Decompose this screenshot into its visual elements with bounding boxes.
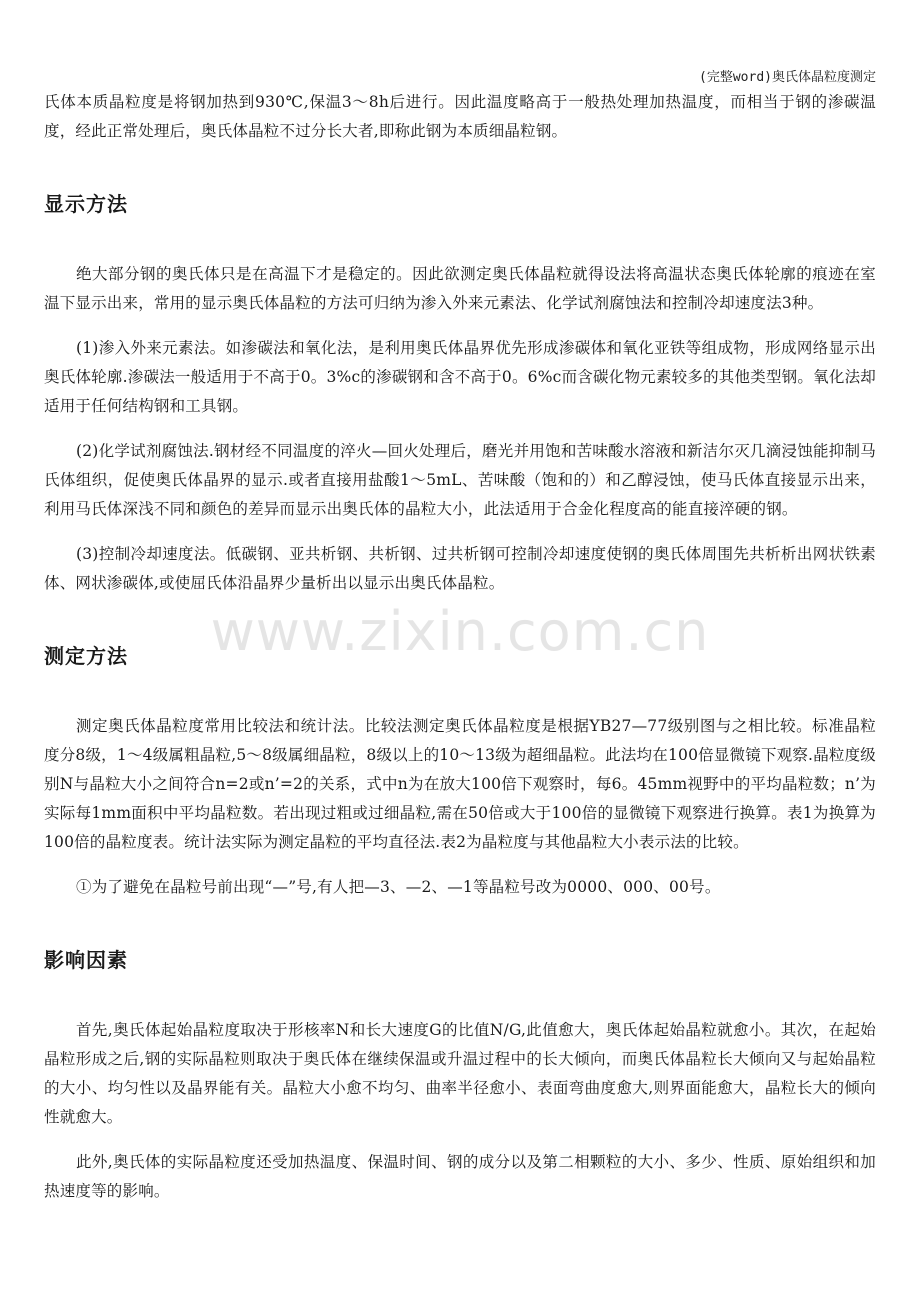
measurement-method-paragraph: 测定奥氏体晶粒度常用比较法和统计法。比较法测定奥氏体晶粒度是根据YB27—77级别图与之相比较。标准晶粒度分8级，1～4级属粗晶粒,5～8级属细晶粒，8级以上的10～13级为超细晶粒。此法均在100倍显微镜下观察.晶粒度级别N与晶粒大小之间符合n=2或n’=2的关系，式中n为在放大100倍下观察时，每6。45mm视野中的平均晶粒数；n’为实际每1mm面积中平均晶粒数。若出现过粗或过细晶粒,需在50倍或大于100倍的显微镜下观察进行换算。表1为换算为100倍的晶粒度表。统计法实际为测定晶粒的平均直径法.表2为晶粒度与其他晶粒大小表示法的比较。 — [44, 717, 876, 851]
display-method-paragraph: (1)渗入外来元素法。如渗碳法和氧化法，是利用奥氏体晶界优先形成渗碳体和氧化亚铁等组成物，形成网络显示出奥氏体轮廓.渗碳法一般适用于不高于0。3%c的渗碳钢和含不高于0。6%c而含碳化物元素较多的其他类型钢。氧化法却适用于任何结构钢和工具钢。 — [44, 339, 876, 415]
display-method-paragraph: (2)化学试剂腐蚀法.钢材经不同温度的淬火—回火处理后，磨光并用饱和苦味酸水溶液和新洁尔灭几滴浸蚀能抑制马氏体组织，促使奥氏体晶界的显示.或者直接用盐酸1～5mL、苦味酸（饱和的）和乙醇浸蚀，使马氏体直接显示出来，利用马氏体深浅不同和颜色的差异而显示出奥氏体的晶粒大小，此法适用于合金化程度高的能直接淬硬的钢。 — [44, 442, 876, 518]
section-title-display-method: 显示方法 — [44, 192, 128, 216]
section-title-influencing-factors: 影响因素 — [44, 948, 128, 972]
section-title-measurement-method: 测定方法 — [44, 644, 128, 668]
display-method-paragraph: (3)控制冷却速度法。低碳钢、亚共析钢、共析钢、过共析钢可控制冷却速度使钢的奥氏体周围先共析析出网状铁素体、网状渗碳体,或使屈氏体沿晶界少量析出以显示出奥氏体晶粒。 — [44, 545, 876, 592]
influencing-factors-paragraph: 此外,奥氏体的实际晶粒度还受加热温度、保温时间、钢的成分以及第二相颗粒的大小、多少、性质、原始组织和加热速度等的影响。 — [44, 1153, 876, 1200]
display-method-paragraph: 绝大部分钢的奥氏体只是在高温下才是稳定的。因此欲测定奥氏体晶粒就得设法将高温状态奥氏体轮廓的痕迹在室温下显示出来，常用的显示奥氏体晶粒的方法可归纳为渗入外来元素法、化学试剂腐蚀法和控制冷却速度法3种。 — [44, 265, 876, 312]
document-body — [44, 88, 876, 1206]
influencing-factors-paragraph: 首先,奥氏体起始晶粒度取决于形核率N和长大速度G的比值N/G,此值愈大，奥氏体起始晶粒就愈小。其次，在起始晶粒形成之后,钢的实际晶粒则取决于奥氏体在继续保温或升温过程中的长大倾向，而奥氏体晶粒长大倾向又与起始晶粒的大小、均匀性以及晶界能有关。晶粒大小愈不均匀、曲率半径愈小、表面弯曲度愈大,则界面能愈大，晶粒长大的倾向性就愈大。 — [44, 1021, 876, 1126]
running-header: (完整word)奥氏体晶粒度测定 — [699, 70, 876, 85]
watermark: www.zixin.com.cn — [210, 600, 710, 663]
intro-paragraph: 氏体本质晶粒度是将钢加热到930℃,保温3～8h后进行。因此温度略高于一般热处理加热温度，而相当于钢的渗碳温度，经此正常处理后，奥氏体晶粒不过分长大者,即称此钢为本质细晶粒钢。 — [44, 93, 876, 140]
measurement-method-footnote: ①为了避免在晶粒号前出现“—”号,有人把—3、—2、—1等晶粒号改为0000、000、00号。 — [76, 878, 721, 896]
